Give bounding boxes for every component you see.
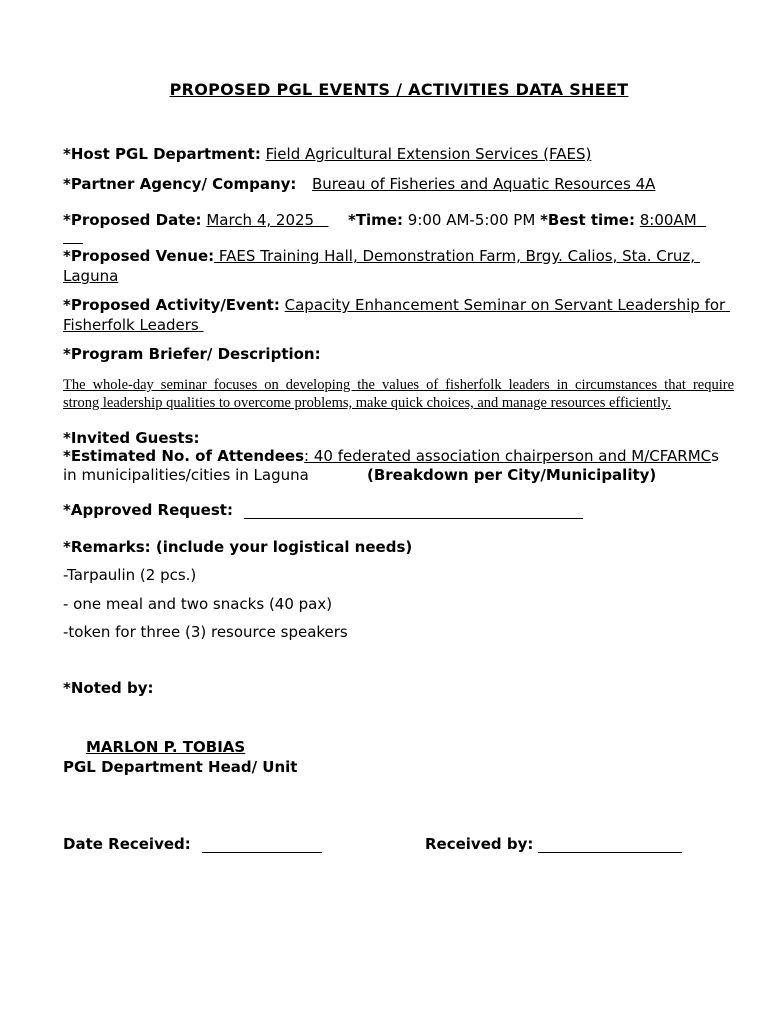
noted-by-row [63,678,154,698]
date-received-row [63,834,191,854]
estimated-attendees-row [63,446,719,466]
proposed-date-label: *Proposed Date: [63,211,202,229]
proposed-date-value: March 4, 2025 [206,211,315,229]
proposed-venue-value: FAES Training Hall, Demonstration Farm, Brgy. Calios, Sta. Cruz, [214,247,696,265]
host-department-value: Field Agricultural Extension Services (FAES) [265,145,592,163]
estimated-attendees-value-tail: s [711,447,719,465]
remarks-item: -token for three (3) resource speakers [63,623,348,641]
briefer-description-line1: The whole-day seminar focuses on developing the values of fisherfolk leaders in circumstances that require [63,377,734,393]
remarks-row [63,537,412,557]
approved-request-label: *Approved Request: [63,501,233,519]
received-by-label: Received by: [425,835,534,853]
date-received-blank[interactable] [202,834,322,853]
time-label: *Time: [347,211,403,229]
attendees-location-row [63,465,309,485]
approved-request-blank[interactable] [244,500,583,519]
program-briefer-row [63,344,321,364]
briefer-description-line2: strong leadership qualities to overcome problems, make quick choices, and manage resources efficiently. [63,395,671,411]
partner-agency-value: Bureau of Fisheries and Aquatic Resources 4A [312,175,656,193]
program-briefer-label: *Program Briefer/ Description: [63,345,321,363]
proposed-venue-value-cont: Laguna [63,267,119,285]
proposed-activity-value-cont: Fisherfolk Leaders [63,316,199,334]
approved-request-row [63,500,233,520]
host-department-label: *Host PGL Department: [63,145,261,163]
attendees-breakdown: (Breakdown per City/Municipality) [367,466,657,484]
invited-guests-label: *Invited Guests: [63,429,200,447]
remarks-label: *Remarks: (include your logistical needs) [63,538,413,556]
estimated-attendees-value: : 40 federated association chairperson and M/CFARMC [304,447,712,465]
remarks-item: -Tarpaulin (2 pcs.) [63,566,197,584]
page-title: PROPOSED PGL EVENTS / ACTIVITIES DATA SHEET [169,80,629,99]
invited-guests-row [63,428,200,448]
signatory-position: PGL Department Head/ Unit [63,758,298,776]
best-time-label: *Best time: [540,211,635,229]
proposed-activity-label: *Proposed Activity/Event: [63,296,280,314]
partner-agency-row [63,174,655,194]
remarks-item: - one meal and two snacks (40 pax) [63,595,333,613]
attendees-location: in municipalities/cities in Laguna [63,466,309,484]
estimated-attendees-label: *Estimated No. of Attendees [63,447,305,465]
noted-by-label: *Noted by: [63,679,154,697]
proposed-activity-row [63,295,730,315]
signatory-name: MARLON P. TOBIAS [86,738,246,756]
host-department-row [63,144,591,164]
date-continuation-line [63,225,83,244]
proposed-venue-label: *Proposed Venue: [63,247,215,265]
proposed-venue-row [63,246,700,266]
best-time-value: 8:00AM [639,211,697,229]
proposed-date-row [63,210,706,230]
proposed-activity-value: Capacity Enhancement Seminar on Servant Leadership for [284,296,726,314]
time-value: 9:00 AM-5:00 PM [407,211,536,229]
received-by-blank[interactable] [538,834,682,853]
received-by-row [425,834,533,854]
partner-agency-label: *Partner Agency/ Company: [63,175,297,193]
date-received-label: Date Received: [63,835,191,853]
